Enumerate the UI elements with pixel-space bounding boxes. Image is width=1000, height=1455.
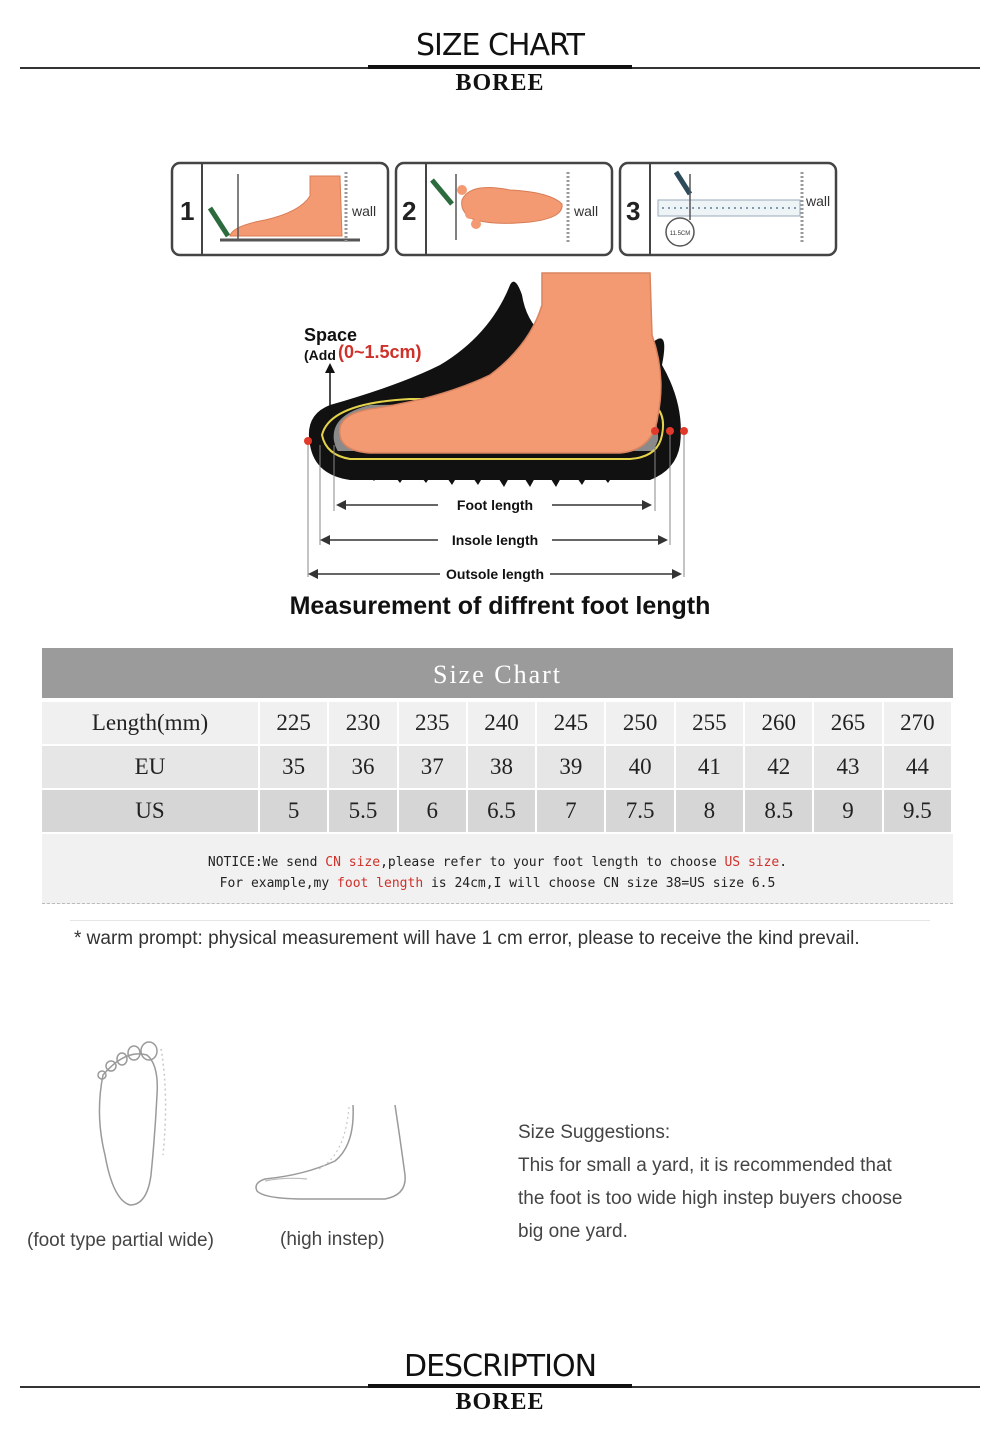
size-cell: 225 — [259, 702, 328, 745]
size-table — [42, 702, 953, 834]
suggestions-line: the foot is too wide high instep buyers choose — [518, 1188, 903, 1209]
measure-badge-text: 11.5CM — [669, 231, 691, 237]
size-chart-header — [0, 28, 1000, 98]
size-cell: 5 — [259, 789, 328, 833]
row-label: US — [42, 789, 259, 833]
notice-line-1: NOTICE:We send CN size,please refer to your foot length to choose US size. — [207, 855, 788, 870]
size-cell: 8 — [675, 789, 744, 833]
suggestions-heading: Size Suggestions: — [518, 1122, 671, 1143]
foot-length-label: Foot length — [456, 497, 534, 513]
space-label: Space — [304, 325, 358, 345]
section-title: SIZE CHART — [416, 28, 584, 63]
suggestions-line: This for small a yard, it is recommended that — [518, 1155, 892, 1176]
us-size-highlight: US size — [724, 855, 780, 870]
add-prefix: (Add — [304, 347, 336, 363]
size-cell: 235 — [398, 702, 467, 745]
size-cell: 39 — [536, 745, 605, 789]
wall-label: wall — [352, 203, 377, 219]
section-title: DESCRIPTION — [403, 1349, 597, 1384]
insole-length-label: Insole length — [451, 532, 539, 548]
size-suggestions — [518, 1116, 958, 1248]
step-1 — [172, 163, 388, 255]
brand-name: BOREE — [455, 70, 545, 96]
divider — [70, 920, 930, 921]
size-cell: 240 — [467, 702, 536, 745]
size-chart-title: Size Chart — [42, 648, 953, 698]
size-cell: 230 — [328, 702, 397, 745]
size-cell: 5.5 — [328, 789, 397, 833]
size-cell: 37 — [398, 745, 467, 789]
suggestions-line: big one yard. — [518, 1221, 628, 1242]
size-cell: 36 — [328, 745, 397, 789]
size-cell: 270 — [883, 702, 952, 745]
size-row — [42, 789, 952, 833]
size-cell: 43 — [813, 745, 882, 789]
size-cell: 42 — [744, 745, 813, 789]
wide-foot-icon — [85, 1035, 175, 1210]
size-notice — [42, 834, 953, 904]
row-label: Length(mm) — [42, 702, 259, 745]
step-number: 3 — [626, 196, 641, 226]
size-cell: 44 — [883, 745, 952, 789]
size-cell: 35 — [259, 745, 328, 789]
cn-size-highlight: CN size — [325, 855, 381, 870]
brand-name: BOREE — [455, 1389, 545, 1415]
size-cell: 9 — [813, 789, 882, 833]
measurement-title: Measurement of diffrent foot length — [289, 592, 711, 620]
size-cell: 41 — [675, 745, 744, 789]
step-3 — [620, 163, 836, 255]
wall-label: wall — [806, 193, 831, 209]
outsole-length-label: Outsole length — [446, 566, 544, 582]
step-number: 2 — [402, 196, 417, 226]
high-instep-icon — [245, 1095, 420, 1210]
foot-length-highlight: foot length — [337, 876, 424, 891]
size-cell: 255 — [675, 702, 744, 745]
notice-line-2: For example,my foot length is 24cm,I will choose CN size 38=US size 6.5 — [219, 876, 776, 891]
size-chart-table — [42, 648, 953, 904]
size-cell: 265 — [813, 702, 882, 745]
warm-prompt: * warm prompt: physical measurement will have 1 cm error, please to receive the kind prevail. — [74, 928, 860, 949]
size-cell: 260 — [744, 702, 813, 745]
size-cell: 9.5 — [883, 789, 952, 833]
high-instep-caption: (high instep) — [280, 1229, 385, 1250]
header-rule-accent — [368, 65, 632, 69]
measurement-steps — [170, 160, 840, 260]
description-header — [0, 1347, 1000, 1417]
shoe-measure-diagram — [290, 265, 710, 585]
size-cell: 6.5 — [467, 789, 536, 833]
size-cell: 6 — [398, 789, 467, 833]
header-rule-accent — [368, 1384, 632, 1388]
size-row — [42, 702, 952, 745]
size-row — [42, 745, 952, 789]
size-cell: 7 — [536, 789, 605, 833]
size-cell: 250 — [605, 702, 674, 745]
step-number: 1 — [180, 196, 195, 226]
space-range: (0~1.5cm) — [338, 342, 422, 362]
size-cell: 8.5 — [744, 789, 813, 833]
row-label: EU — [42, 745, 259, 789]
step-2 — [396, 163, 612, 255]
size-cell: 7.5 — [605, 789, 674, 833]
wide-foot-caption: (foot type partial wide) — [27, 1230, 214, 1251]
size-cell: 38 — [467, 745, 536, 789]
wall-label: wall — [574, 203, 599, 219]
size-cell: 245 — [536, 702, 605, 745]
size-cell: 40 — [605, 745, 674, 789]
